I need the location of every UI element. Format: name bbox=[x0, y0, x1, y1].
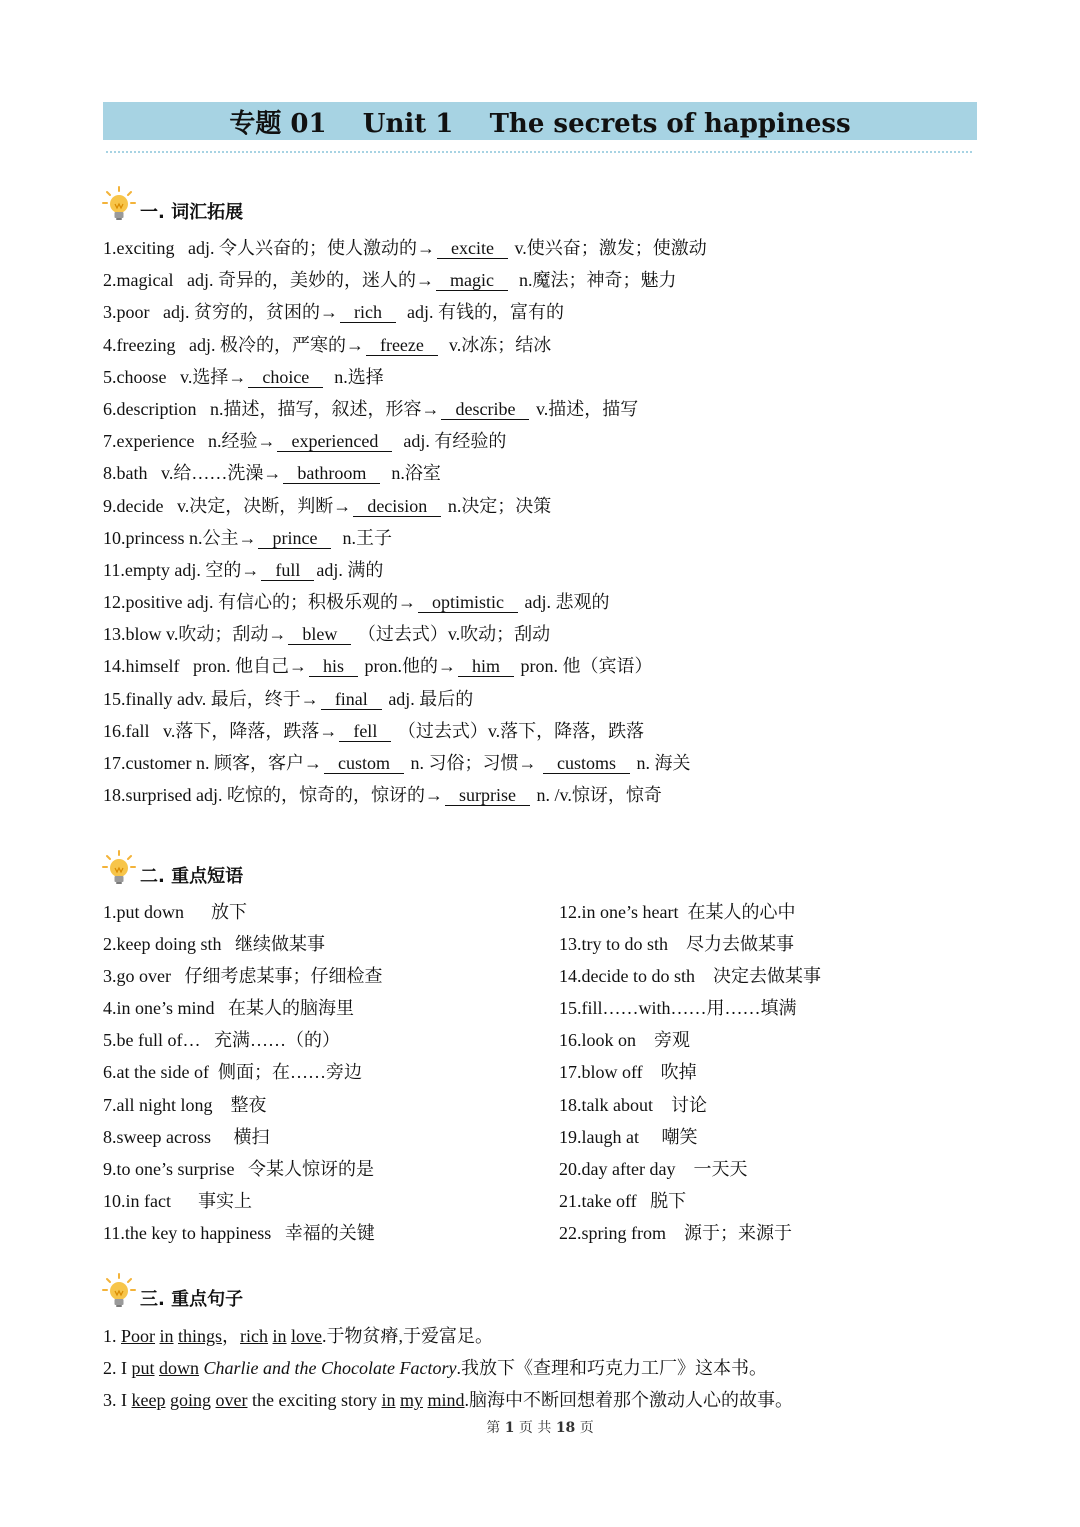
answer-blank: final bbox=[321, 689, 382, 710]
underlined-word: put bbox=[131, 1358, 155, 1378]
phrase-item: 8.sweep across 横扫 bbox=[103, 1126, 270, 1147]
vocab-text: 17.customer n. 顾客，客户→ bbox=[103, 753, 322, 773]
underlined-word: keep bbox=[131, 1390, 166, 1410]
footer-text: 第 bbox=[486, 1420, 501, 1436]
phrase-item: 14.decide to do sth 决定去做某事 bbox=[559, 966, 821, 987]
phrase-item: 13.try to do sth 尽力去做某事 bbox=[559, 934, 795, 955]
vocab-item bbox=[103, 618, 973, 650]
vocab-text: adj. 悲观的 bbox=[520, 592, 610, 613]
answer-blank: decision bbox=[353, 496, 441, 517]
phrase-item: 12.in one’s heart 在某人的心中 bbox=[559, 902, 796, 922]
phrase-item: 17.blow off 吹掉 bbox=[559, 1062, 697, 1083]
underlined-word: rich bbox=[240, 1326, 269, 1346]
vocab-item bbox=[103, 683, 973, 715]
sentence-translation: .脑海中不断回想着那个激动人心的故事。 bbox=[464, 1390, 794, 1410]
vocab-item bbox=[103, 650, 973, 682]
underlined-word: love bbox=[291, 1326, 323, 1346]
phrase-item: 21.take off 脱下 bbox=[559, 1190, 687, 1211]
vocab-text: 9.decide v.决定，决断，判断→ bbox=[103, 495, 352, 516]
answer-blank: describe bbox=[441, 399, 529, 420]
phrase-item: 16.look on 旁观 bbox=[559, 1030, 691, 1051]
sentence-translation: .于物贫瘠,于爱富足。 bbox=[322, 1326, 494, 1346]
sentence-text: the exciting story bbox=[247, 1390, 382, 1410]
section-header-phrases bbox=[102, 850, 243, 890]
phrase-item: 7.all night long 整夜 bbox=[103, 1094, 267, 1115]
phrase-item: 4.in one’s mind 在某人的脑海里 bbox=[103, 998, 354, 1019]
vocab-text: 3.poor adj. 贫穷的，贫困的→ bbox=[103, 302, 338, 323]
phrase-item: 22.spring from 源于；来源于 bbox=[559, 1222, 792, 1243]
page-number: 1 bbox=[504, 1420, 515, 1436]
answer-blank: him bbox=[458, 656, 514, 677]
sentence-1 bbox=[103, 1320, 1003, 1352]
answer-blank: full bbox=[261, 560, 314, 581]
vocab-text: adj. 满的 bbox=[316, 559, 384, 580]
vocab-text: 18.surprised adj. 吃惊的，惊奇的，惊讶的→ bbox=[103, 785, 443, 806]
lightbulb-icon bbox=[102, 850, 136, 890]
vocab-item bbox=[103, 232, 973, 264]
phrase-item: 19.laugh at 嘲笑 bbox=[559, 1126, 698, 1147]
book-title: Charlie and the Chocolate Factory bbox=[203, 1358, 457, 1378]
page-total: 18 bbox=[555, 1420, 576, 1436]
divider bbox=[106, 151, 972, 153]
vocab-text: n. 海关 bbox=[632, 753, 691, 773]
sentence-number: 3. I bbox=[103, 1390, 132, 1410]
vocab-item bbox=[103, 490, 973, 522]
phrase-item: 3.go over 仔细考虑某事；仔细检查 bbox=[103, 966, 383, 987]
section-title: 一. 词汇拓展 bbox=[140, 202, 244, 223]
vocab-text: n.魔法；神奇；魅力 bbox=[509, 270, 677, 291]
vocab-text: 5.choose v.选择→ bbox=[103, 366, 247, 387]
vocab-text: adj. 有钱的，富有的 bbox=[397, 302, 564, 323]
answer-blank: blew bbox=[288, 624, 351, 645]
vocab-text: v.使兴奋；激发；使激动 bbox=[509, 238, 707, 258]
vocab-text: 10.princess n.公主→ bbox=[103, 527, 257, 548]
phrase-item: 10.in fact 事实上 bbox=[103, 1190, 252, 1211]
answer-blank: customs bbox=[543, 753, 630, 774]
footer-text: 页 共 bbox=[518, 1420, 552, 1436]
sentence-translation: .我放下《查理和巧克力工厂》这本书。 bbox=[456, 1358, 767, 1378]
vocab-item bbox=[103, 779, 973, 811]
answer-blank: choice bbox=[248, 367, 323, 388]
answer-blank: experienced bbox=[277, 431, 392, 452]
punctuation: ， bbox=[222, 1326, 241, 1346]
answer-blank: optimistic bbox=[418, 592, 518, 613]
vocab-item bbox=[103, 554, 973, 586]
phrase-item: 11.the key to happiness 幸福的关键 bbox=[103, 1222, 375, 1243]
vocab-item bbox=[103, 747, 973, 779]
vocab-item bbox=[103, 264, 973, 296]
underlined-word: down bbox=[159, 1358, 200, 1378]
sentence-2 bbox=[103, 1352, 1003, 1384]
vocab-item bbox=[103, 457, 973, 489]
vocab-text: n.选择 bbox=[325, 366, 384, 387]
sentence-list bbox=[103, 1320, 1003, 1416]
answer-blank: freeze bbox=[366, 335, 438, 356]
sentence-number: 2. I bbox=[103, 1358, 132, 1378]
vocab-list bbox=[103, 232, 973, 811]
sentence-3 bbox=[103, 1384, 1003, 1416]
vocab-text: v.冰冻；结冰 bbox=[439, 334, 552, 355]
answer-blank: surprise bbox=[445, 785, 530, 806]
answer-blank: magic bbox=[436, 270, 508, 291]
vocab-text: adj. 有经验的 bbox=[394, 431, 507, 452]
vocab-text: pron.他的→ bbox=[360, 656, 457, 677]
phrase-item: 9.to one’s surprise 令某人惊讶的是 bbox=[103, 1158, 374, 1179]
section-header-vocab bbox=[102, 186, 243, 226]
vocab-item bbox=[103, 296, 973, 328]
lightbulb-icon bbox=[102, 186, 136, 226]
underlined-word: over bbox=[215, 1390, 248, 1410]
vocab-text: （过去式）v.吹动；刮动 bbox=[353, 624, 551, 645]
underlined-word: in bbox=[159, 1326, 174, 1346]
answer-blank: fell bbox=[339, 721, 391, 742]
vocab-text: 1.exciting adj. 令人兴奋的；使人激动的→ bbox=[103, 238, 435, 258]
vocab-text: 7.experience n.经验→ bbox=[103, 431, 276, 452]
answer-blank: bathroom bbox=[283, 463, 380, 484]
vocab-text: n.浴室 bbox=[382, 463, 441, 484]
underlined-word: mind bbox=[427, 1390, 465, 1410]
underlined-word: going bbox=[169, 1390, 211, 1410]
page-footer bbox=[0, 1417, 1080, 1437]
vocab-item bbox=[103, 329, 973, 361]
underlined-word: Poor bbox=[121, 1326, 156, 1346]
vocab-text: 8.bath v.给……洗澡→ bbox=[103, 463, 282, 484]
vocab-item bbox=[103, 586, 973, 618]
vocab-text: 15.finally adv. 最后，终于→ bbox=[103, 688, 319, 709]
vocab-item bbox=[103, 522, 973, 554]
underlined-word: in bbox=[381, 1390, 396, 1410]
section-title: 三. 重点句子 bbox=[140, 1289, 244, 1310]
vocab-text: 6.description n.描述，描写，叙述，形容→ bbox=[103, 398, 440, 419]
vocab-text: v.描述，描写 bbox=[531, 398, 639, 419]
vocab-item bbox=[103, 393, 973, 425]
vocab-item bbox=[103, 715, 973, 747]
vocab-item bbox=[103, 361, 973, 393]
footer-text: 页 bbox=[579, 1420, 594, 1436]
vocab-text: n. /v.惊讶，惊奇 bbox=[531, 785, 662, 806]
vocab-item bbox=[103, 425, 973, 457]
vocab-text: 2.magical adj. 奇异的，美妙的，迷人的→ bbox=[103, 270, 434, 291]
vocab-text: 4.freezing adj. 极冷的，严寒的→ bbox=[103, 334, 364, 355]
underlined-word: my bbox=[399, 1390, 423, 1410]
vocab-text: adj. 最后的 bbox=[383, 688, 474, 709]
phrase-item: 6.at the side of 侧面；在……旁边 bbox=[103, 1062, 362, 1083]
phrase-item: 18.talk about 讨论 bbox=[559, 1094, 707, 1115]
page-title: 专题 01 Unit 1 The secrets of happiness bbox=[103, 102, 977, 140]
section-title: 二. 重点短语 bbox=[140, 866, 244, 887]
answer-blank: excite bbox=[437, 238, 508, 259]
lightbulb-icon bbox=[102, 1273, 136, 1313]
phrase-list-right bbox=[559, 896, 821, 1249]
underlined-word: in bbox=[272, 1326, 287, 1346]
phrase-item: 5.be full of… 充满……（的） bbox=[103, 1030, 340, 1051]
vocab-text: 11.empty adj. 空的→ bbox=[103, 559, 260, 580]
phrase-list-left bbox=[103, 896, 382, 1249]
answer-blank: rich bbox=[340, 302, 396, 323]
vocab-text: 13.blow v.吹动；刮动→ bbox=[103, 624, 287, 645]
sentence-number: 1. bbox=[103, 1326, 121, 1346]
underlined-word: things bbox=[178, 1326, 223, 1346]
phrase-item: 20.day after day 一天天 bbox=[559, 1158, 748, 1179]
vocab-text: pron. 他（宾语） bbox=[516, 656, 653, 677]
phrase-item: 1.put down 放下 bbox=[103, 902, 247, 922]
vocab-text: n.决定；决策 bbox=[443, 495, 552, 516]
vocab-text: 14.himself pron. 他自己→ bbox=[103, 656, 307, 677]
section-header-sentences bbox=[102, 1273, 243, 1313]
phrase-item: 15.fill……with……用……填满 bbox=[559, 998, 797, 1019]
vocab-text: 16.fall v.落下，降落，跌落→ bbox=[103, 720, 338, 741]
answer-blank: his bbox=[309, 656, 358, 677]
answer-blank: custom bbox=[324, 753, 404, 774]
vocab-text: n.王子 bbox=[333, 527, 392, 548]
phrase-item: 2.keep doing sth 继续做某事 bbox=[103, 934, 325, 955]
vocab-text: n. 习俗；习惯→ bbox=[405, 753, 541, 773]
vocab-text: 12.positive adj. 有信心的；积极乐观的→ bbox=[103, 592, 416, 613]
answer-blank: prince bbox=[258, 528, 331, 549]
vocab-text: （过去式）v.落下，降落，跌落 bbox=[393, 720, 645, 741]
